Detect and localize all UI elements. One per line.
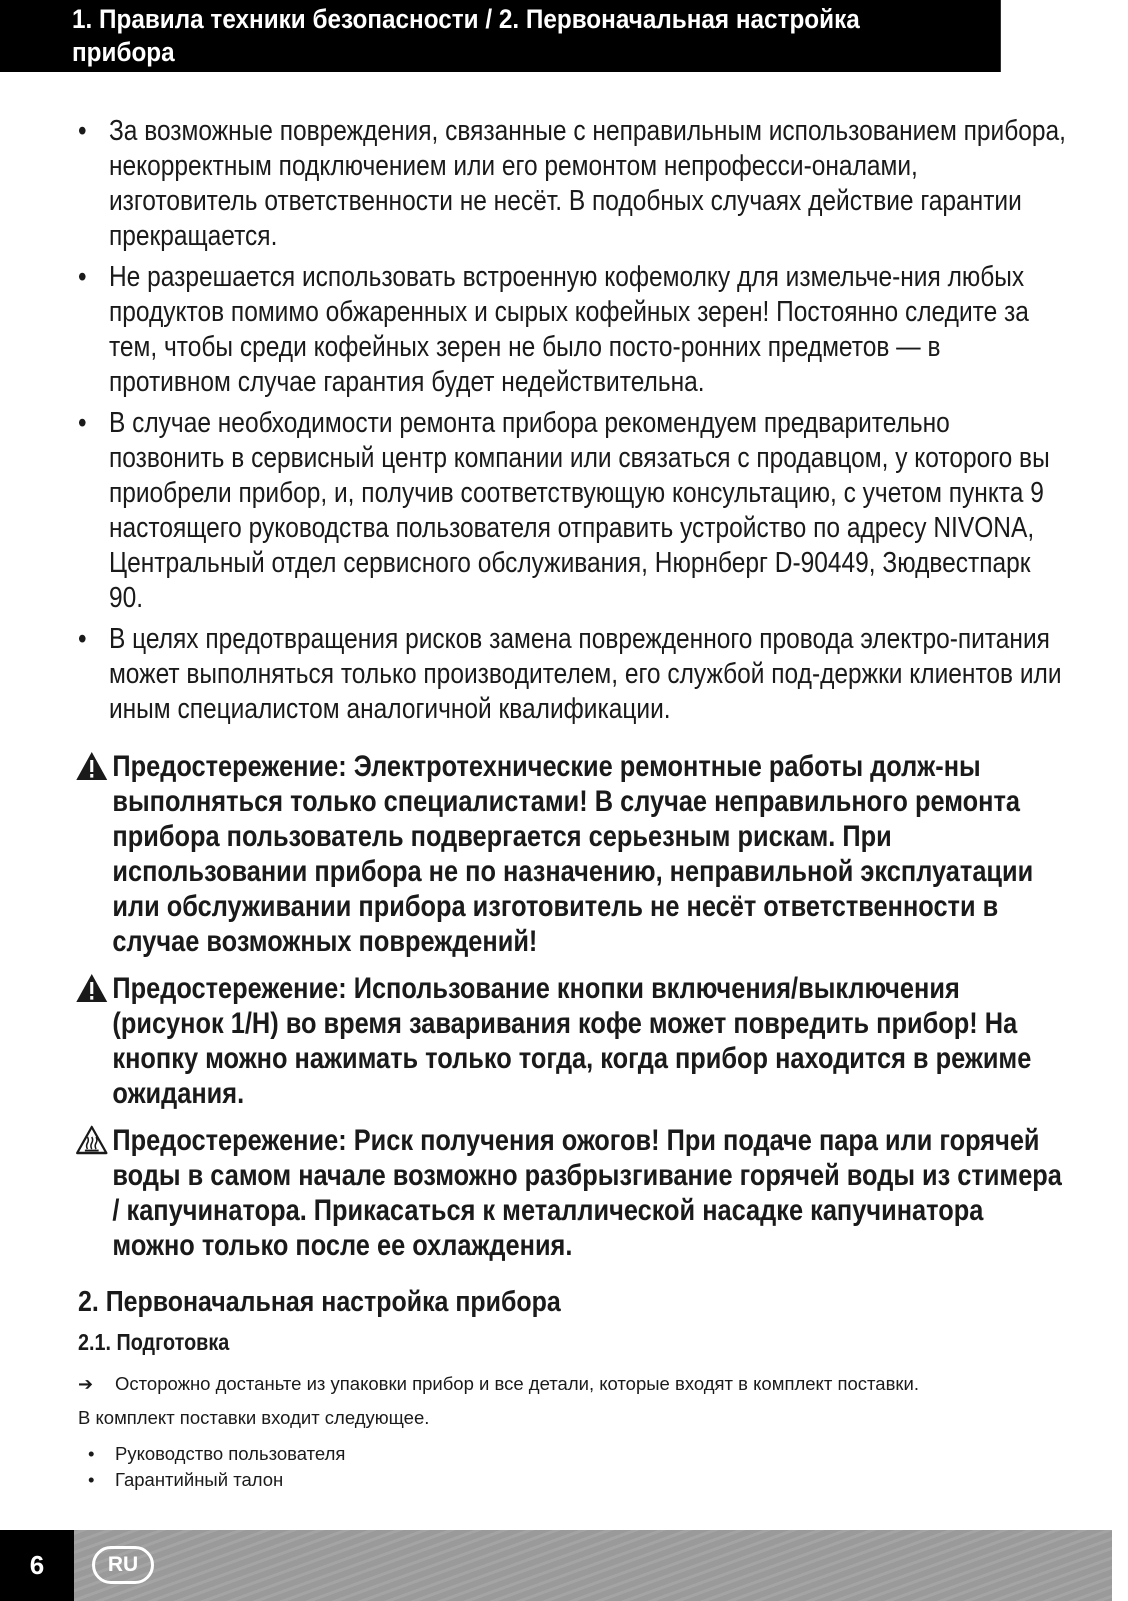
warning-triangle-icon: [75, 751, 109, 781]
bullet-item: • В целях предотвращения рисков замена поврежденного провода электро-питания может выполняться только производителем, его службой под-держки клиентов или иным специалистом аналогичной квалификации.: [78, 622, 1067, 727]
warning-text: Предостережение: Риск получения ожогов! При подаче пара или горячей воды в самом начале возможно разбрызгивание горячей воды из стимера / капучинатора. Прикасаться к металлической насадке капучинатора можно только после ее охлаждения.: [112, 1124, 1062, 1262]
warning-power-button: [78, 971, 1067, 1111]
hot-surface-icon: [75, 1125, 109, 1155]
language-badge: RU: [92, 1546, 154, 1584]
page-header: [0, 0, 1001, 72]
arrow-right-icon: ➔: [78, 1374, 94, 1394]
page-content: [78, 114, 1128, 1493]
step-item: [78, 1371, 1128, 1397]
safety-bullets: [78, 114, 1128, 727]
delivery-item: • Руководство пользователя: [78, 1441, 1128, 1467]
warning-text: Предостережение: Электротехнические ремонтные работы долж-ны выполняться только специалистами! В случае неправильного ремонта прибора пользователь подвергается серьезным рискам. При использовании прибора не по назначению, неправильной эксплуатации или обслуживании прибора изготовитель не несёт ответственности в случае возможных повреждений!: [112, 750, 1034, 958]
section-title: 2. Первоначальная настройка прибора: [78, 1286, 561, 1318]
bullet-item: • В случае необходимости ремонта прибора рекомендуем предварительно позвонить в сервисный центр компании или связаться с продавцом, у которого вы приобрели прибор, и, получив соответствующую консультацию, с учетом пункта 9 настоящего руководства пользователя отправить устройство по адресу NIVONA, Центральный отдел сервисного обслуживания, Нюрнберг D-90449, Зюдвестпарк 90.: [78, 406, 1067, 616]
delivery-note: В комплект поставки входит следующее.: [78, 1407, 430, 1428]
page-footer: [0, 1530, 1112, 1601]
page-header-title: 1. Правила техники безопасности / 2. Первоначальная настройка прибора: [72, 4, 860, 67]
bullet-item: • За возможные повреждения, связанные с неправильным использованием прибора, некорректным подключением или его ремонтом непрофесси-оналами, изготовитель ответственности не несёт. В подобных случаях действие гарантии прекращается.: [78, 114, 1067, 254]
step-text: Осторожно достаньте из упаковки прибор и все детали, которые входят в комплект поставки.: [115, 1373, 919, 1394]
warning-text: Предостережение: Использование кнопки включения/выключения (рисунок 1/H) во время заваривания кофе может повредить прибор! На кнопку можно нажимать только тогда, когда прибор находится в режиме ожидания.: [112, 972, 1032, 1110]
bullet-item: • Не разрешается использовать встроенную кофемолку для измельче-ния любых продуктов помимо обжаренных и сырых кофейных зерен! Постоянно следите за тем, чтобы среди кофейных зерен не было посто-ронних предметов — в противном случае гарантия будет недействительна.: [78, 260, 1067, 400]
delivery-list: [78, 1441, 1128, 1493]
warnings: [78, 749, 1128, 1263]
page-number: 6: [0, 1530, 74, 1601]
warning-burn: [78, 1123, 1067, 1263]
subsection-title: 2.1. Подготовка: [78, 1329, 230, 1355]
warning-electrical: [78, 749, 1067, 959]
delivery-item: • Гарантийный талон: [78, 1467, 1128, 1493]
warning-triangle-icon: [75, 973, 109, 1003]
